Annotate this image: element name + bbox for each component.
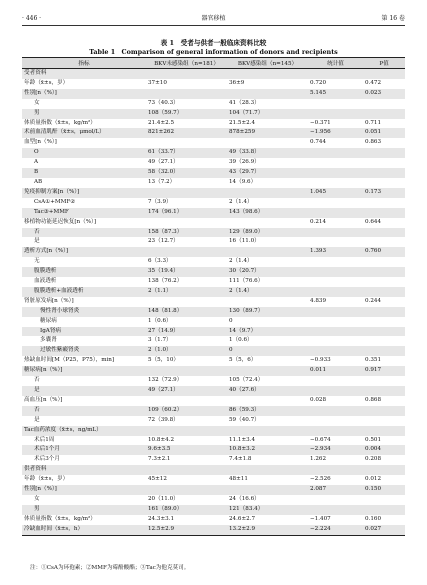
p-value: [363, 307, 405, 317]
statistic-value: −2.934: [308, 445, 363, 455]
infected-value: [227, 69, 308, 79]
statistic-value: −1.956: [308, 128, 363, 138]
footnote: 注：①CsA为环孢素；②MMF为霉酚酸酯；③Tac为他克莫司。: [30, 565, 190, 571]
page-header: [22, 8, 405, 22]
uninfected-value: [146, 465, 227, 475]
statistic-value: [308, 277, 363, 287]
infected-value: [227, 247, 308, 257]
statistic-value: [308, 426, 363, 436]
p-value: 0.051: [363, 128, 405, 138]
uninfected-value: 2（1.0）: [146, 346, 227, 356]
row-label: 性别[n（%）]: [22, 485, 146, 495]
statistic-value: 1.393: [308, 247, 363, 257]
table-title-cn: 表 1 受者与供者一般临床资料比较: [160, 39, 267, 47]
uninfected-value: 12.5±2.9: [146, 525, 227, 535]
row-label: 体质量指数（x̄±s，kg/m²）: [24, 119, 96, 126]
uninfected-value: [146, 297, 227, 307]
infected-value: 36±9: [229, 79, 245, 86]
infected-value: 2（1.4）: [227, 287, 308, 297]
uninfected-value: 37±10: [148, 79, 167, 86]
uninfected-value: 73（40.3）: [148, 99, 179, 106]
table-row: [22, 396, 405, 406]
row-label: 女: [34, 495, 40, 502]
uninfected-value: 49（27.1）: [148, 159, 179, 166]
infected-value: 59（40.7）: [229, 416, 260, 423]
p-value: 0.173: [363, 188, 405, 198]
uninfected-value: [146, 426, 227, 436]
table-row: [22, 128, 405, 138]
uninfected-value: 35（19.4）: [146, 267, 227, 277]
p-value: [363, 376, 405, 386]
statistic-value: −2.224: [308, 525, 363, 535]
table-row: [22, 515, 405, 525]
table-row: [22, 138, 405, 148]
infected-value: 24（16.6）: [229, 495, 260, 502]
row-label: IgA肾病: [22, 327, 146, 337]
row-label: 女: [34, 99, 40, 106]
table-row: [22, 376, 405, 386]
row-label: 腹膜透析: [22, 267, 146, 277]
p-value: 0.027: [363, 525, 405, 535]
statistic-value: 0.011: [308, 366, 363, 376]
row-label: 无: [34, 258, 40, 265]
infected-value: 40（27.6）: [227, 386, 308, 396]
p-value: 0.023: [363, 89, 405, 99]
row-label: 热缺血时间[M（P25，P75），min]: [24, 357, 115, 364]
infected-value: 121（83.4）: [227, 505, 308, 515]
p-value: [363, 406, 405, 416]
p-value: [363, 426, 405, 436]
statistic-value: [308, 495, 363, 505]
row-label: 慢性肾小球肾炎: [22, 307, 146, 317]
p-value: 0.917: [363, 366, 405, 376]
p-value: [363, 237, 405, 247]
p-value: [363, 327, 405, 337]
row-label: 是: [34, 416, 40, 423]
table-row: [22, 198, 405, 208]
uninfected-value: 7（3.9）: [148, 198, 172, 205]
row-label: 供者资料: [22, 465, 146, 475]
table-row: [22, 317, 405, 327]
table-row: [22, 158, 405, 168]
uninfected-value: [146, 188, 227, 198]
row-label: 男: [22, 109, 146, 119]
infected-value: [227, 297, 308, 307]
infected-value: [227, 366, 308, 376]
uninfected-value: 161（89.0）: [146, 505, 227, 515]
statistic-value: [308, 257, 363, 267]
uninfected-value: 6（3.3）: [148, 258, 172, 265]
p-value: [363, 148, 405, 158]
table-row: [22, 495, 405, 505]
statistic-value: 0.744: [310, 139, 327, 146]
row-label: Tac③+MMF: [22, 208, 146, 218]
table-row: [22, 79, 405, 89]
statistic-value: [308, 198, 363, 208]
statistic-value: 1.045: [308, 188, 363, 198]
uninfected-value: 49（27.1）: [146, 386, 227, 396]
infected-value: 16（11.0）: [229, 238, 260, 245]
row-label: 糖尿病: [40, 317, 57, 324]
table-row: [22, 148, 405, 158]
uninfected-value: 7.3±2.1: [148, 456, 171, 463]
p-value: 0.868: [365, 396, 382, 403]
p-value: [363, 228, 405, 238]
uninfected-value: 821±262: [146, 128, 227, 138]
table-row: [22, 525, 405, 535]
uninfected-value: 23（12.7）: [148, 238, 179, 245]
table-row: [22, 485, 405, 495]
p-value: 0.244: [365, 297, 382, 304]
table-row: [22, 119, 405, 129]
uninfected-value: 158（87.3）: [146, 228, 227, 238]
p-value: [363, 317, 405, 327]
infected-value: [227, 138, 308, 148]
row-label: 体质量指数（x̄±s，kg/m²）: [24, 515, 96, 522]
uninfected-value: [146, 485, 227, 495]
header-statistic: 统计值: [308, 58, 363, 69]
statistic-value: [308, 317, 363, 327]
uninfected-value: [146, 69, 227, 79]
statistic-value: [308, 416, 363, 426]
row-label: 否: [22, 228, 146, 238]
infected-value: 41（28.3）: [229, 99, 260, 106]
table-row: [22, 237, 405, 247]
infected-value: 13.2±2.9: [227, 525, 308, 535]
table-row: [22, 336, 405, 346]
statistic-value: [308, 376, 363, 386]
statistic-value: [308, 287, 363, 297]
row-label: 是: [34, 238, 40, 245]
infected-value: 21.5±2.4: [229, 119, 256, 126]
table-row: [22, 465, 405, 475]
uninfected-value: 148（81.8）: [146, 307, 227, 317]
row-label: 受者资料: [22, 69, 146, 79]
statistic-value: [308, 99, 363, 109]
infected-value: 0: [227, 346, 308, 356]
uninfected-value: 61（33.7）: [146, 148, 227, 158]
table-row: [22, 356, 405, 366]
table-row: [22, 89, 405, 99]
row-label: 腹膜透析+血液透析: [22, 287, 146, 297]
header-rule: [22, 25, 405, 26]
p-value: [363, 267, 405, 277]
page-number: · 446 ·: [22, 15, 42, 22]
table-row: [22, 505, 405, 515]
infected-value: 0: [229, 317, 233, 324]
infected-value: 39（26.9）: [229, 159, 260, 166]
statistic-value: −2.526: [310, 476, 331, 483]
uninfected-value: 109（60.2）: [146, 406, 227, 416]
p-value: 0.644: [365, 218, 382, 225]
table-row: [22, 109, 405, 119]
table-row: [22, 406, 405, 416]
row-label: 血型[n（%）]: [24, 139, 57, 146]
uninfected-value: 1（0.6）: [148, 317, 172, 324]
infected-value: 7.4±1.8: [229, 456, 252, 463]
uninfected-value: 3（1.7）: [148, 337, 172, 344]
uninfected-value: 138（76.2）: [148, 278, 183, 285]
table-row: [22, 475, 405, 485]
statistic-value: −0.371: [310, 119, 331, 126]
uninfected-value: 2（1.1）: [146, 287, 227, 297]
row-label: 术后1周: [34, 436, 55, 443]
row-label: CsA①+MMF②: [34, 198, 76, 205]
table-row: [22, 69, 405, 79]
comparison-table: [22, 57, 405, 536]
table-row: [22, 267, 405, 277]
p-value: 0.863: [365, 139, 382, 146]
table-row: [22, 188, 405, 198]
statistic-value: [308, 148, 363, 158]
infected-value: 1（0.6）: [229, 337, 253, 344]
table-row: [22, 307, 405, 317]
infected-value: 49（33.8）: [227, 148, 308, 158]
statistic-value: [308, 158, 363, 168]
statistic-value: [308, 406, 363, 416]
header-infected: BKV感染组（n=145）: [227, 58, 308, 69]
p-value: [363, 277, 405, 287]
uninfected-value: [146, 396, 227, 406]
table-row: [22, 445, 405, 455]
infected-value: 30（20.7）: [227, 267, 308, 277]
table-row: [22, 366, 405, 376]
header-p-value: P值: [363, 58, 405, 69]
p-value: [363, 208, 405, 218]
row-label: 否: [34, 377, 40, 384]
infected-value: [227, 465, 308, 475]
row-label: 糖尿病[n（%）]: [22, 366, 146, 376]
journal-name: 器官移植: [201, 15, 226, 22]
infected-value: 2（1.4）: [229, 258, 253, 265]
header-uninfected: BKV未感染组（n=181）: [146, 58, 227, 69]
uninfected-value: 21.4±2.5: [148, 119, 175, 126]
infected-value: 878±259: [227, 128, 308, 138]
infected-value: 105（72.4）: [229, 377, 264, 384]
table-row: [22, 168, 405, 178]
infected-value: 129（89.0）: [227, 228, 308, 238]
table-row: [22, 287, 405, 297]
p-value: 0.150: [363, 485, 405, 495]
infected-value: 43（29.7）: [227, 168, 308, 178]
uninfected-value: 20（11.0）: [148, 495, 179, 502]
row-label: 过敏性紫癜肾炎: [22, 346, 146, 356]
p-value: 0.012: [365, 476, 382, 483]
row-label: 多囊肾: [40, 337, 57, 344]
row-label: 术前血清肌酐（x̄±s，μmol/L）: [22, 128, 146, 138]
table-header-row: [22, 58, 405, 69]
infected-value: 14（9.6）: [229, 178, 257, 185]
statistic-value: [308, 327, 363, 337]
statistic-value: 1.262: [310, 456, 327, 463]
p-value: [363, 257, 405, 267]
table-row: [22, 99, 405, 109]
statistic-value: [308, 178, 363, 188]
infected-value: 143（98.6）: [227, 208, 308, 218]
statistic-value: [308, 237, 363, 247]
statistic-value: 0.028: [310, 396, 327, 403]
statistic-value: [308, 69, 363, 79]
uninfected-value: 9.6±3.5: [146, 445, 227, 455]
table-row: [22, 277, 405, 287]
p-value: 0.004: [363, 445, 405, 455]
statistic-value: [308, 168, 363, 178]
p-value: [363, 198, 405, 208]
row-label: 性别[n（%）]: [22, 89, 146, 99]
statistic-value: [308, 228, 363, 238]
p-value: [363, 336, 405, 346]
uninfected-value: 27（14.9）: [146, 327, 227, 337]
uninfected-value: [146, 89, 227, 99]
p-value: 0.501: [365, 436, 382, 443]
row-label: O: [22, 148, 146, 158]
p-value: 0.472: [365, 79, 382, 86]
infected-value: 86（59.3）: [227, 406, 308, 416]
volume-label: 第 16 卷: [381, 15, 405, 22]
statistic-value: −0.933: [310, 357, 331, 364]
statistic-value: 4.839: [310, 297, 327, 304]
p-value: [363, 69, 405, 79]
p-value: [363, 287, 405, 297]
statistic-value: [308, 346, 363, 356]
statistic-value: 2.087: [308, 485, 363, 495]
p-value: [363, 346, 405, 356]
infected-value: 111（76.6）: [229, 278, 264, 285]
uninfected-value: 132（72.9）: [148, 377, 183, 384]
infected-value: [227, 396, 308, 406]
uninfected-value: 174（96.1）: [146, 208, 227, 218]
infected-value: 11.1±3.4: [229, 436, 256, 443]
header-indicator: 指标: [22, 58, 146, 69]
row-label: 术后3个月: [34, 456, 60, 463]
row-label: Tac血药浓度（x̄±s，ng/mL）: [22, 426, 146, 436]
p-value: [363, 505, 405, 515]
table-row: [22, 386, 405, 396]
statistic-value: [308, 208, 363, 218]
row-label: 高血压[n（%）]: [24, 396, 63, 403]
row-label: 免疫抑制方案[n（%）]: [22, 188, 146, 198]
uninfected-value: [146, 138, 227, 148]
table-row: [22, 436, 405, 446]
p-value: [363, 99, 405, 109]
p-value: [363, 178, 405, 188]
p-value: 0.351: [365, 357, 382, 364]
table-title-en: Table 1 Comparison of general information of donors and recipients: [89, 48, 338, 56]
statistic-value: −1.407: [310, 515, 331, 522]
p-value: 0.208: [365, 456, 382, 463]
row-label: 透析方式[n（%）]: [22, 247, 146, 257]
table-row: [22, 178, 405, 188]
infected-value: 24.6±2.7: [229, 515, 256, 522]
statistic-value: [308, 465, 363, 475]
table-row: [22, 208, 405, 218]
infected-value: 104（71.7）: [227, 109, 308, 119]
uninfected-value: 24.3±3.1: [148, 515, 175, 522]
table-row: [22, 346, 405, 356]
row-label: 肾脏原发病[n（%）]: [24, 297, 74, 304]
infected-value: [227, 218, 308, 228]
row-label: A: [34, 159, 39, 166]
table-body: [22, 69, 405, 536]
p-value: 0.160: [365, 515, 382, 522]
uninfected-value: 72（39.8）: [148, 416, 179, 423]
row-label: AB: [34, 178, 43, 185]
table-row: [22, 297, 405, 307]
uninfected-value: 13（7.2）: [148, 178, 176, 185]
row-label: B: [22, 168, 146, 178]
table-row: [22, 327, 405, 337]
infected-value: 5（5，6）: [229, 357, 257, 364]
uninfected-value: [146, 218, 227, 228]
statistic-value: 0.720: [310, 79, 327, 86]
uninfected-value: 58（32.0）: [146, 168, 227, 178]
statistic-value: [308, 386, 363, 396]
uninfected-value: [146, 247, 227, 257]
row-label: 否: [22, 406, 146, 416]
table-row: [22, 455, 405, 465]
uninfected-value: 45±12: [148, 476, 167, 483]
infected-value: [227, 485, 308, 495]
infected-value: 10.8±3.2: [227, 445, 308, 455]
table-row: [22, 426, 405, 436]
statistic-value: [308, 336, 363, 346]
p-value: [363, 158, 405, 168]
statistic-value: [308, 307, 363, 317]
row-label: 男: [22, 505, 146, 515]
table-row: [22, 257, 405, 267]
uninfected-value: 10.8±4.2: [148, 436, 175, 443]
row-label: 年龄（x̄±s，岁）: [24, 476, 69, 483]
p-value: [363, 416, 405, 426]
table-row: [22, 416, 405, 426]
infected-value: 130（89.7）: [227, 307, 308, 317]
infected-value: [227, 188, 308, 198]
p-value: [363, 386, 405, 396]
statistic-value: [308, 505, 363, 515]
p-value: 0.760: [363, 247, 405, 257]
statistic-value: 0.214: [310, 218, 327, 225]
table-row: [22, 247, 405, 257]
row-label: 移植物功能延迟恢复[n（%）]: [24, 218, 97, 225]
row-label: 冷缺血时间（x̄±s，h）: [22, 525, 146, 535]
infected-value: 2（1.4）: [229, 198, 253, 205]
row-label: 血液透析: [34, 278, 57, 285]
uninfected-value: [146, 366, 227, 376]
uninfected-value: 108（59.7）: [146, 109, 227, 119]
p-value: [363, 465, 405, 475]
statistic-value: −0.674: [310, 436, 331, 443]
table-row: [22, 218, 405, 228]
row-label: 是: [22, 386, 146, 396]
infected-value: [227, 426, 308, 436]
infected-value: 14（9.7）: [227, 327, 308, 337]
row-label: 术后1个月: [22, 445, 146, 455]
p-value: [363, 168, 405, 178]
p-value: [363, 109, 405, 119]
infected-value: [227, 89, 308, 99]
infected-value: 48±11: [229, 476, 248, 483]
p-value: 0.711: [365, 119, 382, 126]
table-row: [22, 228, 405, 238]
row-label: 年龄（x̄±s，岁）: [24, 79, 69, 86]
uninfected-value: 5（5，10）: [148, 357, 180, 364]
statistic-value: [308, 267, 363, 277]
statistic-value: [308, 109, 363, 119]
p-value: [363, 495, 405, 505]
statistic-value: 5.145: [308, 89, 363, 99]
